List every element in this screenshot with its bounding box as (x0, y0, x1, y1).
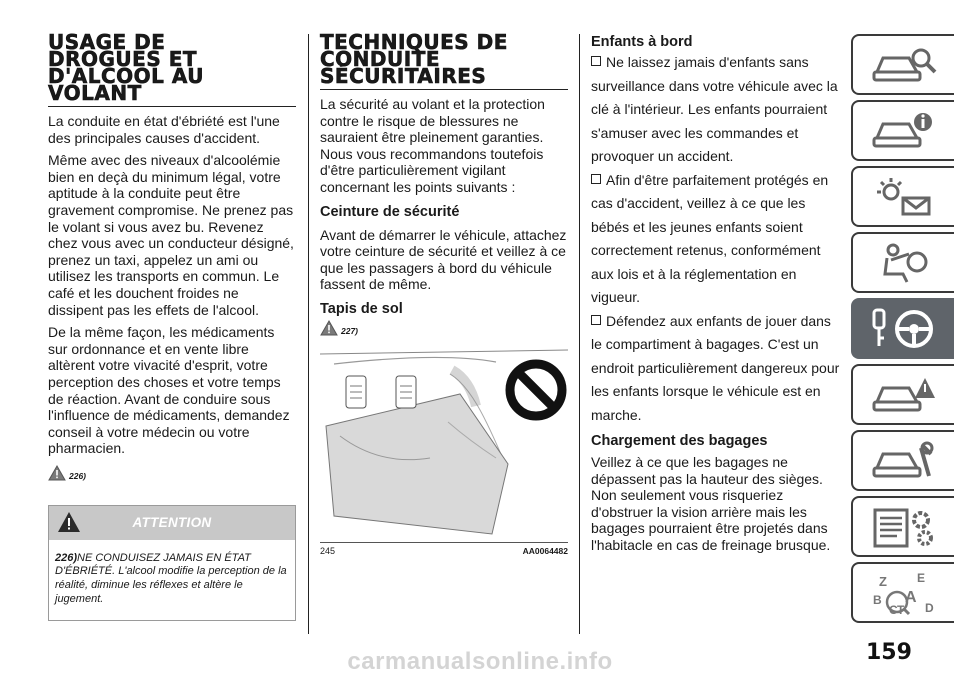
figure-caption (320, 546, 568, 556)
paragraph: De la même façon, les médicaments sur ordonnance et en vente libre altèrent votre vivacité d'esprit, votre perception des choses et votre temps de réaction. Avant de conduire sous l'influence de médicaments, demandez conseil à votre médecin ou votre pharmacien. (48, 324, 290, 457)
car-search-icon (869, 42, 939, 88)
column-drugs-alcohol (48, 30, 296, 621)
car-maintenance-icon (869, 438, 939, 484)
warning-triangle-icon (48, 465, 66, 481)
warning-lights-icon (869, 174, 939, 220)
chapter-tab[interactable] (851, 430, 954, 491)
warning-reference[interactable] (48, 465, 296, 483)
warning-reference[interactable] (320, 320, 568, 338)
index-letters-icon (869, 568, 939, 618)
warning-triangle-icon (57, 511, 81, 533)
bullet-square-icon (591, 174, 601, 184)
paragraph: Même avec des niveaux d'alcoolémie bien en deçà du minimum légal, votre aptitude à la conduite peut être gravement compromise. Ne prenez pas le volant si vous avez bu. Revenez chez vous avec un conducteur désigné, prenez un taxi, appelez un ami ou utilisez les transports en commun. Le café et les douchent froides ne dissipent pas les effets de l'alcool. (48, 152, 294, 318)
paragraph: La sécurité au volant et la protection contre le risque de blessures ne sauraient être pleinement garanties. Nous vous recommandons toutefois d'être particulièrement vigilant concernant les points suivants : (320, 96, 545, 195)
svg-text:A: A (904, 588, 917, 606)
figure-code: AA0064482 (522, 545, 568, 556)
bullet-item: Ne laissez jamais d'enfants sans surveillance dans votre véhicule avec la clé à l'intérieur. Les enfants pourraient s'amuser avec les commandes et provoquer un accident. (591, 54, 838, 164)
column-divider (308, 34, 309, 634)
attention-box (48, 505, 296, 621)
subheading-children: Enfants à bord (591, 34, 693, 50)
svg-text:T: T (896, 602, 904, 617)
paragraph: Avant de démarrer le véhicule, attachez votre ceinture de sécurité et veillez à ce que les passagers à bord du véhicule fassent de même. (320, 226, 567, 293)
subheading-floor-mats: Tapis de sol (320, 300, 403, 317)
chapter-tab[interactable] (851, 34, 954, 95)
column-safe-driving (320, 30, 568, 556)
warning-triangle-icon (320, 320, 338, 336)
section-heading-safe-driving: TECHNIQUES DE CONDUITE SÉCURITAIRES (320, 34, 568, 90)
column-children-luggage (591, 34, 843, 554)
page-number: 159 (866, 640, 912, 665)
chapter-tab[interactable] (851, 232, 954, 293)
paragraph: La conduite en état d'ébriété est l'une des principales causes d'accident. (48, 113, 280, 146)
prohibited-icon (510, 364, 562, 416)
chapter-tab[interactable] (851, 100, 954, 161)
column-divider (579, 34, 580, 634)
watermark: carmanualsonline.info (347, 648, 613, 675)
bullet-item: Défendez aux enfants de jouer dans le compartiment à bagages. C'est un endroit particulièrement dangereux pour les enfants lorsque le véhicule est en marche. (591, 312, 840, 423)
chapter-tab[interactable] (851, 496, 954, 557)
floor-mat-diagram (320, 346, 568, 542)
car-roadside-icon (869, 372, 939, 418)
section-heading-drugs-alcohol: USAGE DE DROGUES ET D'ALCOOL AU VOLANT (48, 34, 296, 107)
figure-number: 245 (320, 545, 336, 556)
steering-key-icon (866, 304, 942, 354)
warning-number: 226) (69, 470, 87, 481)
attention-text: 226)NE CONDUISEZ JAMAIS EN ÉTAT D'ÉBRIÉTÉ. L'alcool modifie la perception de la réalité, diminue les réflexes et altère le jugement. (55, 551, 287, 605)
attention-title: ATTENTION (132, 515, 212, 531)
floor-mat-illustration (320, 346, 568, 543)
svg-text:B: B (872, 592, 882, 607)
chapter-tab-active[interactable] (851, 298, 954, 359)
subheading-seatbelt: Ceinture de sécurité (320, 203, 460, 220)
subheading-luggage: Chargement des bagages (591, 433, 768, 449)
warning-number: 227) (341, 325, 359, 336)
svg-text:D: D (924, 600, 934, 615)
svg-text:Z: Z (878, 573, 887, 589)
bullet-square-icon (591, 56, 601, 66)
bullet-square-icon (591, 315, 601, 325)
chapter-tab[interactable] (851, 562, 954, 623)
car-info-icon (869, 108, 939, 154)
bullet-item: Afin d'être parfaitement protégés en cas d'accident, veillez à ce que les bébés et les jeunes enfants soient correctement retenus, conformément aux lois et à la réglementation en vigueur. (591, 171, 829, 305)
chapter-tab[interactable] (851, 166, 954, 227)
paragraph: Veillez à ce que les bagages ne dépassent pas la hauteur des sièges. Non seulement vous risqueriez d'obstruer la vision arrière mais les bagages pourraient être projetés dans l'habitacle en cas de freinage brusque. (591, 454, 831, 553)
airbag-seat-icon (869, 240, 939, 286)
svg-text:E: E (916, 570, 925, 585)
attention-header (49, 506, 295, 540)
chapter-sidebar (851, 34, 960, 628)
settings-list-icon (869, 504, 939, 550)
chapter-tab[interactable] (851, 364, 954, 425)
svg-text:C: C (888, 602, 898, 617)
